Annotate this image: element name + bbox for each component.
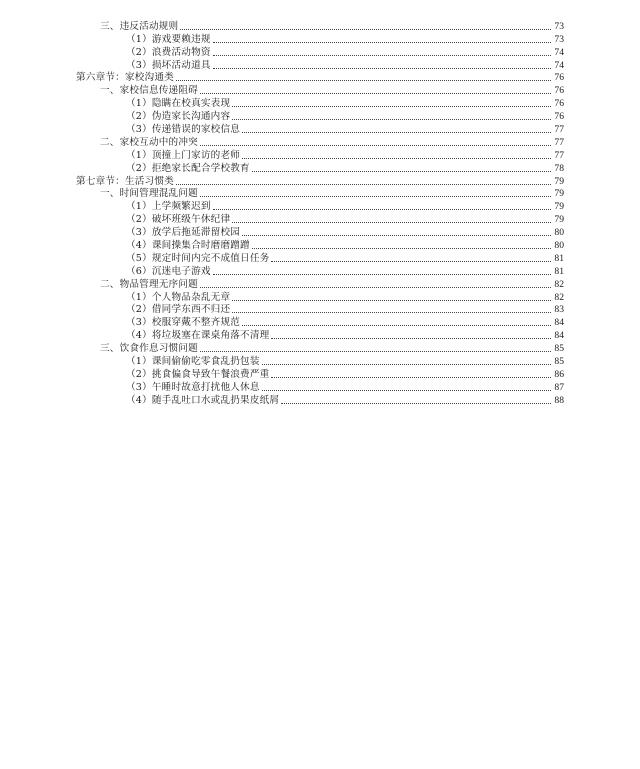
dot-leader — [242, 158, 551, 159]
toc-entry-label: 三、违反活动规则 — [100, 20, 179, 32]
dot-leader — [232, 312, 551, 313]
toc-entry-label: （2）浪费活动物资 — [126, 46, 211, 58]
toc-page-number: 79 — [554, 214, 564, 226]
dot-leader — [200, 196, 551, 197]
dot-leader — [242, 235, 551, 236]
toc-page-number: 79 — [554, 188, 564, 200]
toc-page-number: 82 — [554, 278, 564, 290]
toc-item-entry[interactable] — [76, 381, 564, 394]
toc-entry-label: （1）上学频繁迟到 — [126, 201, 211, 213]
dot-leader — [176, 184, 551, 185]
toc-page-number: 81 — [554, 252, 564, 264]
dot-leader — [180, 29, 551, 30]
toc-page-number: 77 — [554, 124, 564, 136]
toc-entry-label: （1）顶撞上门家访的老师 — [126, 149, 241, 161]
toc-page-number: 76 — [554, 98, 564, 110]
toc-page-number: 79 — [554, 201, 564, 213]
dot-leader — [232, 106, 551, 107]
dot-leader — [252, 248, 551, 249]
toc-item-entry[interactable] — [76, 59, 564, 72]
toc-entry-label: 二、家校互动中的冲突 — [100, 136, 198, 148]
toc-entry-label: 三、饮食作息习惯问题 — [100, 343, 198, 355]
dot-leader — [252, 171, 551, 172]
toc-section-entry[interactable] — [76, 342, 564, 355]
toc-page-number: 76 — [554, 111, 564, 123]
toc-item-entry[interactable] — [76, 149, 564, 162]
toc-entry-label: （1）游戏要赖违规 — [126, 33, 211, 45]
toc-item-entry[interactable] — [76, 200, 564, 213]
toc-entry-label: （1）课间偷偷吃零食乱扔包装 — [126, 356, 260, 368]
dot-leader — [176, 80, 551, 81]
toc-item-entry[interactable] — [76, 368, 564, 381]
toc-chapter-entry[interactable] — [76, 72, 564, 85]
toc-entry-label: 二、物品管理无序问题 — [100, 278, 198, 290]
toc-item-entry[interactable] — [76, 329, 564, 342]
dot-leader — [213, 68, 551, 69]
toc-page-number: 88 — [554, 394, 564, 406]
toc-page-number: 84 — [554, 330, 564, 342]
toc-item-entry[interactable] — [76, 394, 564, 407]
dot-leader — [242, 132, 551, 133]
toc-page-number: 85 — [554, 343, 564, 355]
dot-leader — [213, 274, 551, 275]
toc-entry-label: 一、时间管理混乱问题 — [100, 188, 198, 200]
toc-entry-label: （6）沉迷电子游戏 — [126, 265, 211, 277]
dot-leader — [200, 287, 551, 288]
toc-section-entry[interactable] — [76, 20, 564, 33]
toc-entry-label: （2）破坏班级午休纪律 — [126, 214, 231, 226]
toc-page-number: 80 — [554, 240, 564, 252]
toc-page-number: 77 — [554, 136, 564, 148]
toc-item-entry[interactable] — [76, 239, 564, 252]
toc-page-number: 76 — [554, 85, 564, 97]
toc-entry-label: （3）午睡时故意打扰他人休息 — [126, 381, 260, 393]
toc-page-number: 74 — [554, 46, 564, 58]
toc-entry-label: 第七章节：生活习惯类 — [76, 175, 174, 187]
dot-leader — [200, 351, 551, 352]
toc-item-entry[interactable] — [76, 226, 564, 239]
dot-leader — [262, 390, 551, 391]
toc-entry-label: （4）课间操集合时磨磨蹭蹭 — [126, 240, 250, 252]
toc-item-entry[interactable] — [76, 162, 564, 175]
toc-page-number: 82 — [554, 291, 564, 303]
toc-page-number: 81 — [554, 265, 564, 277]
toc-page-number: 85 — [554, 356, 564, 368]
toc-item-entry[interactable] — [76, 355, 564, 368]
dot-leader — [232, 119, 551, 120]
toc-page-number: 80 — [554, 227, 564, 239]
toc-page-number: 74 — [554, 59, 564, 71]
toc-entry-label: （2）借同学东西不归还 — [126, 304, 231, 316]
dot-leader — [200, 93, 551, 94]
toc-item-entry[interactable] — [76, 316, 564, 329]
toc-page-number: 79 — [554, 175, 564, 187]
toc-item-entry[interactable] — [76, 252, 564, 265]
toc-item-entry[interactable] — [76, 123, 564, 136]
toc-entry-label: （3）损坏活动道具 — [126, 59, 211, 71]
toc-item-entry[interactable] — [76, 110, 564, 123]
toc-section-entry[interactable] — [76, 84, 564, 97]
toc-page-number: 76 — [554, 72, 564, 84]
toc-entry-label: （1）隐瞒在校真实表现 — [126, 98, 231, 110]
dot-leader — [271, 261, 551, 262]
toc-page-number: 83 — [554, 304, 564, 316]
dot-leader — [271, 338, 551, 339]
dot-leader — [213, 42, 551, 43]
toc-item-entry[interactable] — [76, 304, 564, 317]
toc-section-entry[interactable] — [76, 136, 564, 149]
toc-page-number: 86 — [554, 368, 564, 380]
toc-page-number: 77 — [554, 149, 564, 161]
toc-page-number: 73 — [554, 33, 564, 45]
toc-item-entry[interactable] — [76, 265, 564, 278]
toc-entry-label: （2）拒绝家长配合学校教育 — [126, 162, 250, 174]
toc-entry-label: （2）伪造家长沟通内容 — [126, 111, 231, 123]
toc-item-entry[interactable] — [76, 291, 564, 304]
dot-leader — [213, 209, 551, 210]
toc-entry-label: （2）挑食偏食导致午餐浪费严重 — [126, 368, 270, 380]
dot-leader — [200, 145, 551, 146]
dot-leader — [271, 377, 551, 378]
table-of-contents — [76, 20, 564, 407]
toc-item-entry[interactable] — [76, 33, 564, 46]
toc-section-entry[interactable] — [76, 188, 564, 201]
dot-leader — [232, 222, 551, 223]
toc-item-entry[interactable] — [76, 97, 564, 110]
toc-page-number: 73 — [554, 20, 564, 32]
dot-leader — [242, 325, 551, 326]
toc-page-number: 78 — [554, 162, 564, 174]
toc-page-number: 87 — [554, 381, 564, 393]
toc-entry-label: （1）个人物品杂乱无章 — [126, 291, 231, 303]
dot-leader — [262, 364, 551, 365]
toc-entry-label: （3）校服穿戴不整齐规范 — [126, 317, 241, 329]
toc-entry-label: （4）将垃圾塞在课桌角落不清理 — [126, 330, 270, 342]
dot-leader — [232, 300, 551, 301]
dot-leader — [281, 403, 551, 404]
dot-leader — [213, 55, 551, 56]
toc-entry-label: （3）放学后拖延滞留校园 — [126, 227, 241, 239]
toc-item-entry[interactable] — [76, 46, 564, 59]
toc-entry-label: （3）传递错误的家校信息 — [126, 124, 241, 136]
toc-entry-label: 第六章节：家校沟通类 — [76, 72, 174, 84]
toc-chapter-entry[interactable] — [76, 175, 564, 188]
toc-entry-label: 一、家校信息传递阻碍 — [100, 85, 198, 97]
toc-entry-label: （5）规定时间内完不成值日任务 — [126, 252, 270, 264]
toc-entry-label: （4）随手乱吐口水或乱扔果皮纸屑 — [126, 394, 280, 406]
toc-item-entry[interactable] — [76, 213, 564, 226]
toc-section-entry[interactable] — [76, 278, 564, 291]
toc-page-number: 84 — [554, 317, 564, 329]
